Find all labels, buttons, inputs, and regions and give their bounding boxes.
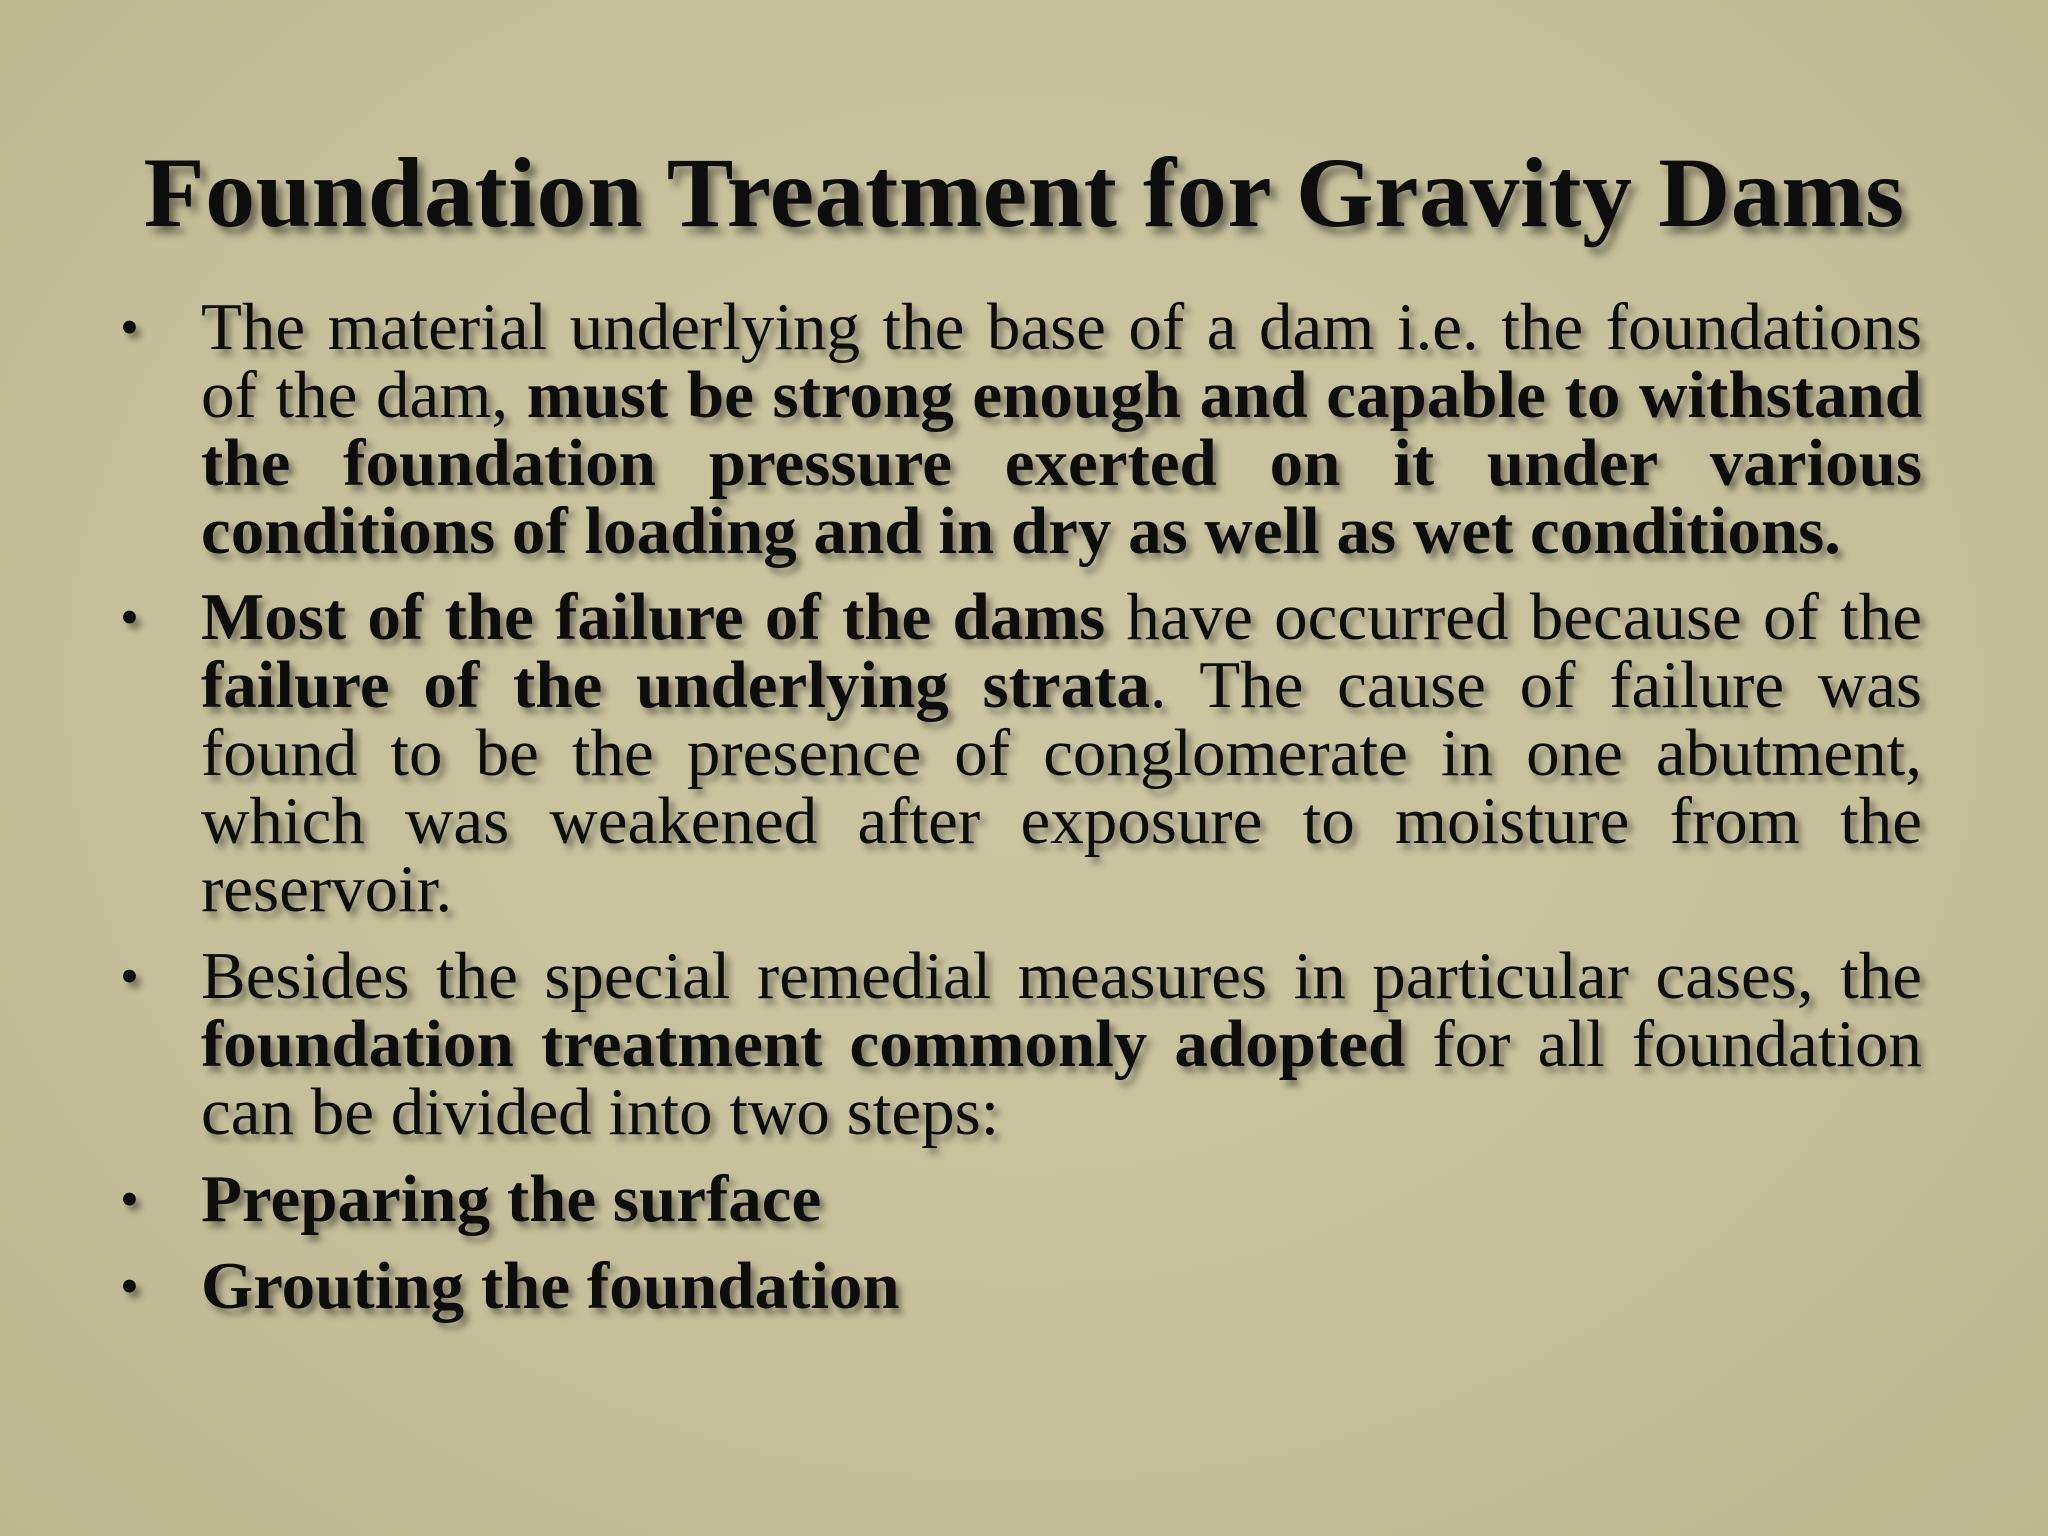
text-segment: . The cause of failure was found to be the presence of conglomerate in one abutment, which was weakened after exposure to moisture from the reservoir. [201, 648, 1923, 926]
bold-text-segment: must be strong enough and capable to withstand the foundation pressure exerted on it under various conditions of loading and in dry as well as wet conditions. [201, 358, 1922, 568]
bold-text-segment: Preparing the surface [201, 1162, 822, 1236]
bullet-text [201, 939, 1922, 1149]
bullet-text [201, 1249, 1922, 1323]
bullet-item [120, 939, 1922, 1149]
bullet-list [120, 290, 1923, 1335]
bullet-text [201, 580, 1923, 926]
bullet-text [201, 290, 1922, 568]
bold-text-segment: failure of the underlying strata [201, 648, 1150, 722]
bullet-marker: • [120, 1169, 139, 1229]
bullet-item [120, 580, 1923, 926]
text-segment: have occurred because of the [1105, 580, 1922, 654]
bullet-text [201, 1162, 1922, 1236]
bullet-marker: • [120, 587, 139, 647]
bold-text-segment: Grouting the foundation [201, 1249, 900, 1323]
text-segment: for all foundation can be divided into two steps: [201, 1007, 1922, 1149]
bold-text-segment: Most of the failure of the dams [201, 580, 1106, 654]
bullet-item [120, 1162, 1922, 1236]
bullet-item [120, 1249, 1922, 1323]
text-segment: Besides the special remedial measures in particular cases, the [201, 939, 1922, 1013]
bullet-item [120, 290, 1922, 568]
slide-title: Foundation Treatment for Gravity Dams [143, 137, 1905, 248]
bullet-marker: • [120, 946, 139, 1006]
bold-text-segment: foundation treatment commonly adopted [201, 1007, 1406, 1081]
text-segment: The material underlying the base of a dam i.e. the foundations of the dam, [201, 290, 1922, 432]
bullet-marker: • [120, 297, 139, 357]
bullet-marker: • [120, 1256, 139, 1316]
